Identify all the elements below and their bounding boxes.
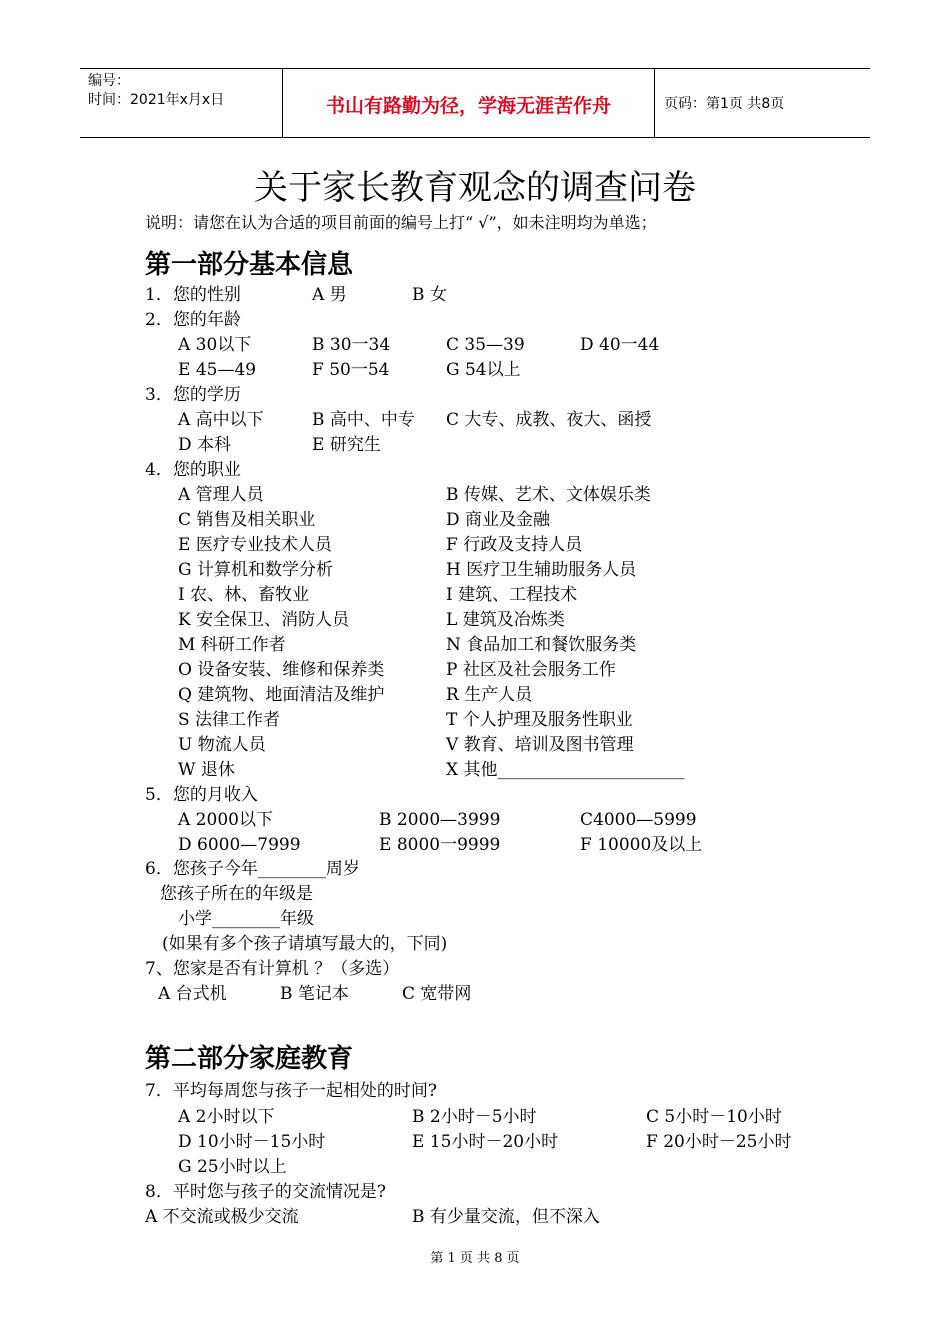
code-label: 编号： (88, 73, 130, 89)
page-title: 关于家长教育观念的调查问卷 (254, 168, 696, 208)
option: L 建筑及冶炼类 (446, 610, 565, 630)
option: C 大专、成教、夜大、函授 (446, 410, 652, 430)
option: A 不交流或极少交流 (145, 1207, 299, 1227)
page-footer: 第 1 页 共 8 页 (430, 1251, 520, 1266)
header-meta (88, 72, 224, 110)
option: D 6000—7999 (178, 835, 301, 855)
option: D 40一44 (580, 335, 660, 355)
question-label: 您孩子所在的年级是 (160, 884, 313, 904)
option-other-blank[interactable]: X 其他______________________ (446, 760, 685, 780)
question-label: 7．平均每周您与孩子一起相处的时间? (145, 1081, 437, 1101)
option: B 有少量交流，但不深入 (412, 1207, 600, 1227)
option: N 食品加工和餐饮服务类 (446, 635, 637, 655)
option: S 法律工作者 (178, 710, 281, 730)
option: A 2000以下 (178, 810, 273, 830)
option: B 高中、中专 (312, 410, 415, 430)
option: U 物流人员 (178, 735, 266, 755)
option: F 20小时－25小时 (646, 1132, 792, 1152)
option: C 5小时－10小时 (646, 1107, 782, 1127)
option: W 退休 (178, 760, 235, 780)
option: O 设备安装、维修和保养类 (178, 660, 385, 680)
question-label: 2．您的年龄 (145, 310, 241, 330)
option: A 2小时以下 (178, 1107, 275, 1127)
option: T 个人护理及服务性职业 (446, 710, 633, 730)
question-label: 8．平时您与孩子的交流情况是? (145, 1182, 386, 1202)
question-age-blank[interactable]: 6．您孩子今年________周岁 (145, 859, 360, 879)
question-label: 1．您的性别 (145, 285, 241, 305)
option: A 30以下 (178, 335, 252, 355)
instruction-text: 说明：请您在认为合适的项目前面的编号上打“ √”，如未注明均为单选； (145, 213, 657, 232)
option: M 科研工作者 (178, 635, 286, 655)
header-motto: 书山有路勤为径，学海无涯苦作舟 (325, 95, 611, 117)
option: I 农、林、畜牧业 (178, 585, 310, 605)
option: R 生产人员 (446, 685, 533, 705)
option: F 10000及以上 (580, 835, 703, 855)
option: A 高中以下 (178, 410, 264, 430)
option: D 商业及金融 (446, 510, 551, 530)
header-divider (654, 69, 655, 137)
option: E 研究生 (312, 435, 381, 455)
option: Q 建筑物、地面清洁及维护 (178, 685, 385, 705)
option: P 社区及社会服务工作 (446, 660, 616, 680)
option: B 传媒、艺术、文体娱乐类 (446, 485, 651, 505)
question-label: 5．您的月收入 (145, 785, 258, 805)
option: A 男 (312, 285, 347, 305)
option: C 35—39 (446, 335, 525, 355)
section-heading-1: 第一部分基本信息 (145, 250, 354, 280)
question-label: 3．您的学历 (145, 385, 241, 405)
option: F 50一54 (312, 360, 390, 380)
date-label: 时间：2021年x月x日 (88, 92, 225, 108)
option: I 建筑、工程技术 (446, 585, 578, 605)
option: B 2小时－5小时 (412, 1107, 537, 1127)
option: C4000—5999 (580, 810, 697, 830)
question-note: (如果有多个孩子请填写最大的，下同) (162, 934, 448, 954)
option: B 30一34 (312, 335, 391, 355)
header-page-info: 页码：第1页 共8页 (664, 96, 785, 112)
option: G 计算机和数学分析 (178, 560, 333, 580)
section-heading-2: 第二部分家庭教育 (145, 1044, 354, 1074)
question-label: 7、您家是否有计算机 ？（多选） (145, 959, 400, 979)
option: E 8000一9999 (379, 835, 501, 855)
option: D 本科 (178, 435, 232, 455)
option: B 女 (412, 285, 447, 305)
option: A 台式机 (158, 984, 227, 1004)
question-label: 4．您的职业 (145, 460, 241, 480)
option: V 教育、培训及图书管理 (446, 735, 634, 755)
option: D 10小时－15小时 (178, 1132, 326, 1152)
option: F 行政及支持人员 (446, 535, 583, 555)
option: G 25小时以上 (178, 1157, 287, 1177)
question-grade-blank[interactable]: 小学________年级 (178, 909, 314, 929)
option: B 笔记本 (280, 984, 349, 1004)
option: K 安全保卫、消防人员 (178, 610, 350, 630)
option: E 15小时－20小时 (412, 1132, 559, 1152)
option: E 45—49 (178, 360, 257, 380)
option: B 2000—3999 (379, 810, 501, 830)
option: C 宽带网 (402, 984, 472, 1004)
option: G 54以上 (446, 360, 521, 380)
page-header (80, 68, 870, 138)
option: A 管理人员 (178, 485, 264, 505)
option: E 医疗专业技术人员 (178, 535, 332, 555)
option: C 销售及相关职业 (178, 510, 316, 530)
option: H 医疗卫生辅助服务人员 (446, 560, 637, 580)
